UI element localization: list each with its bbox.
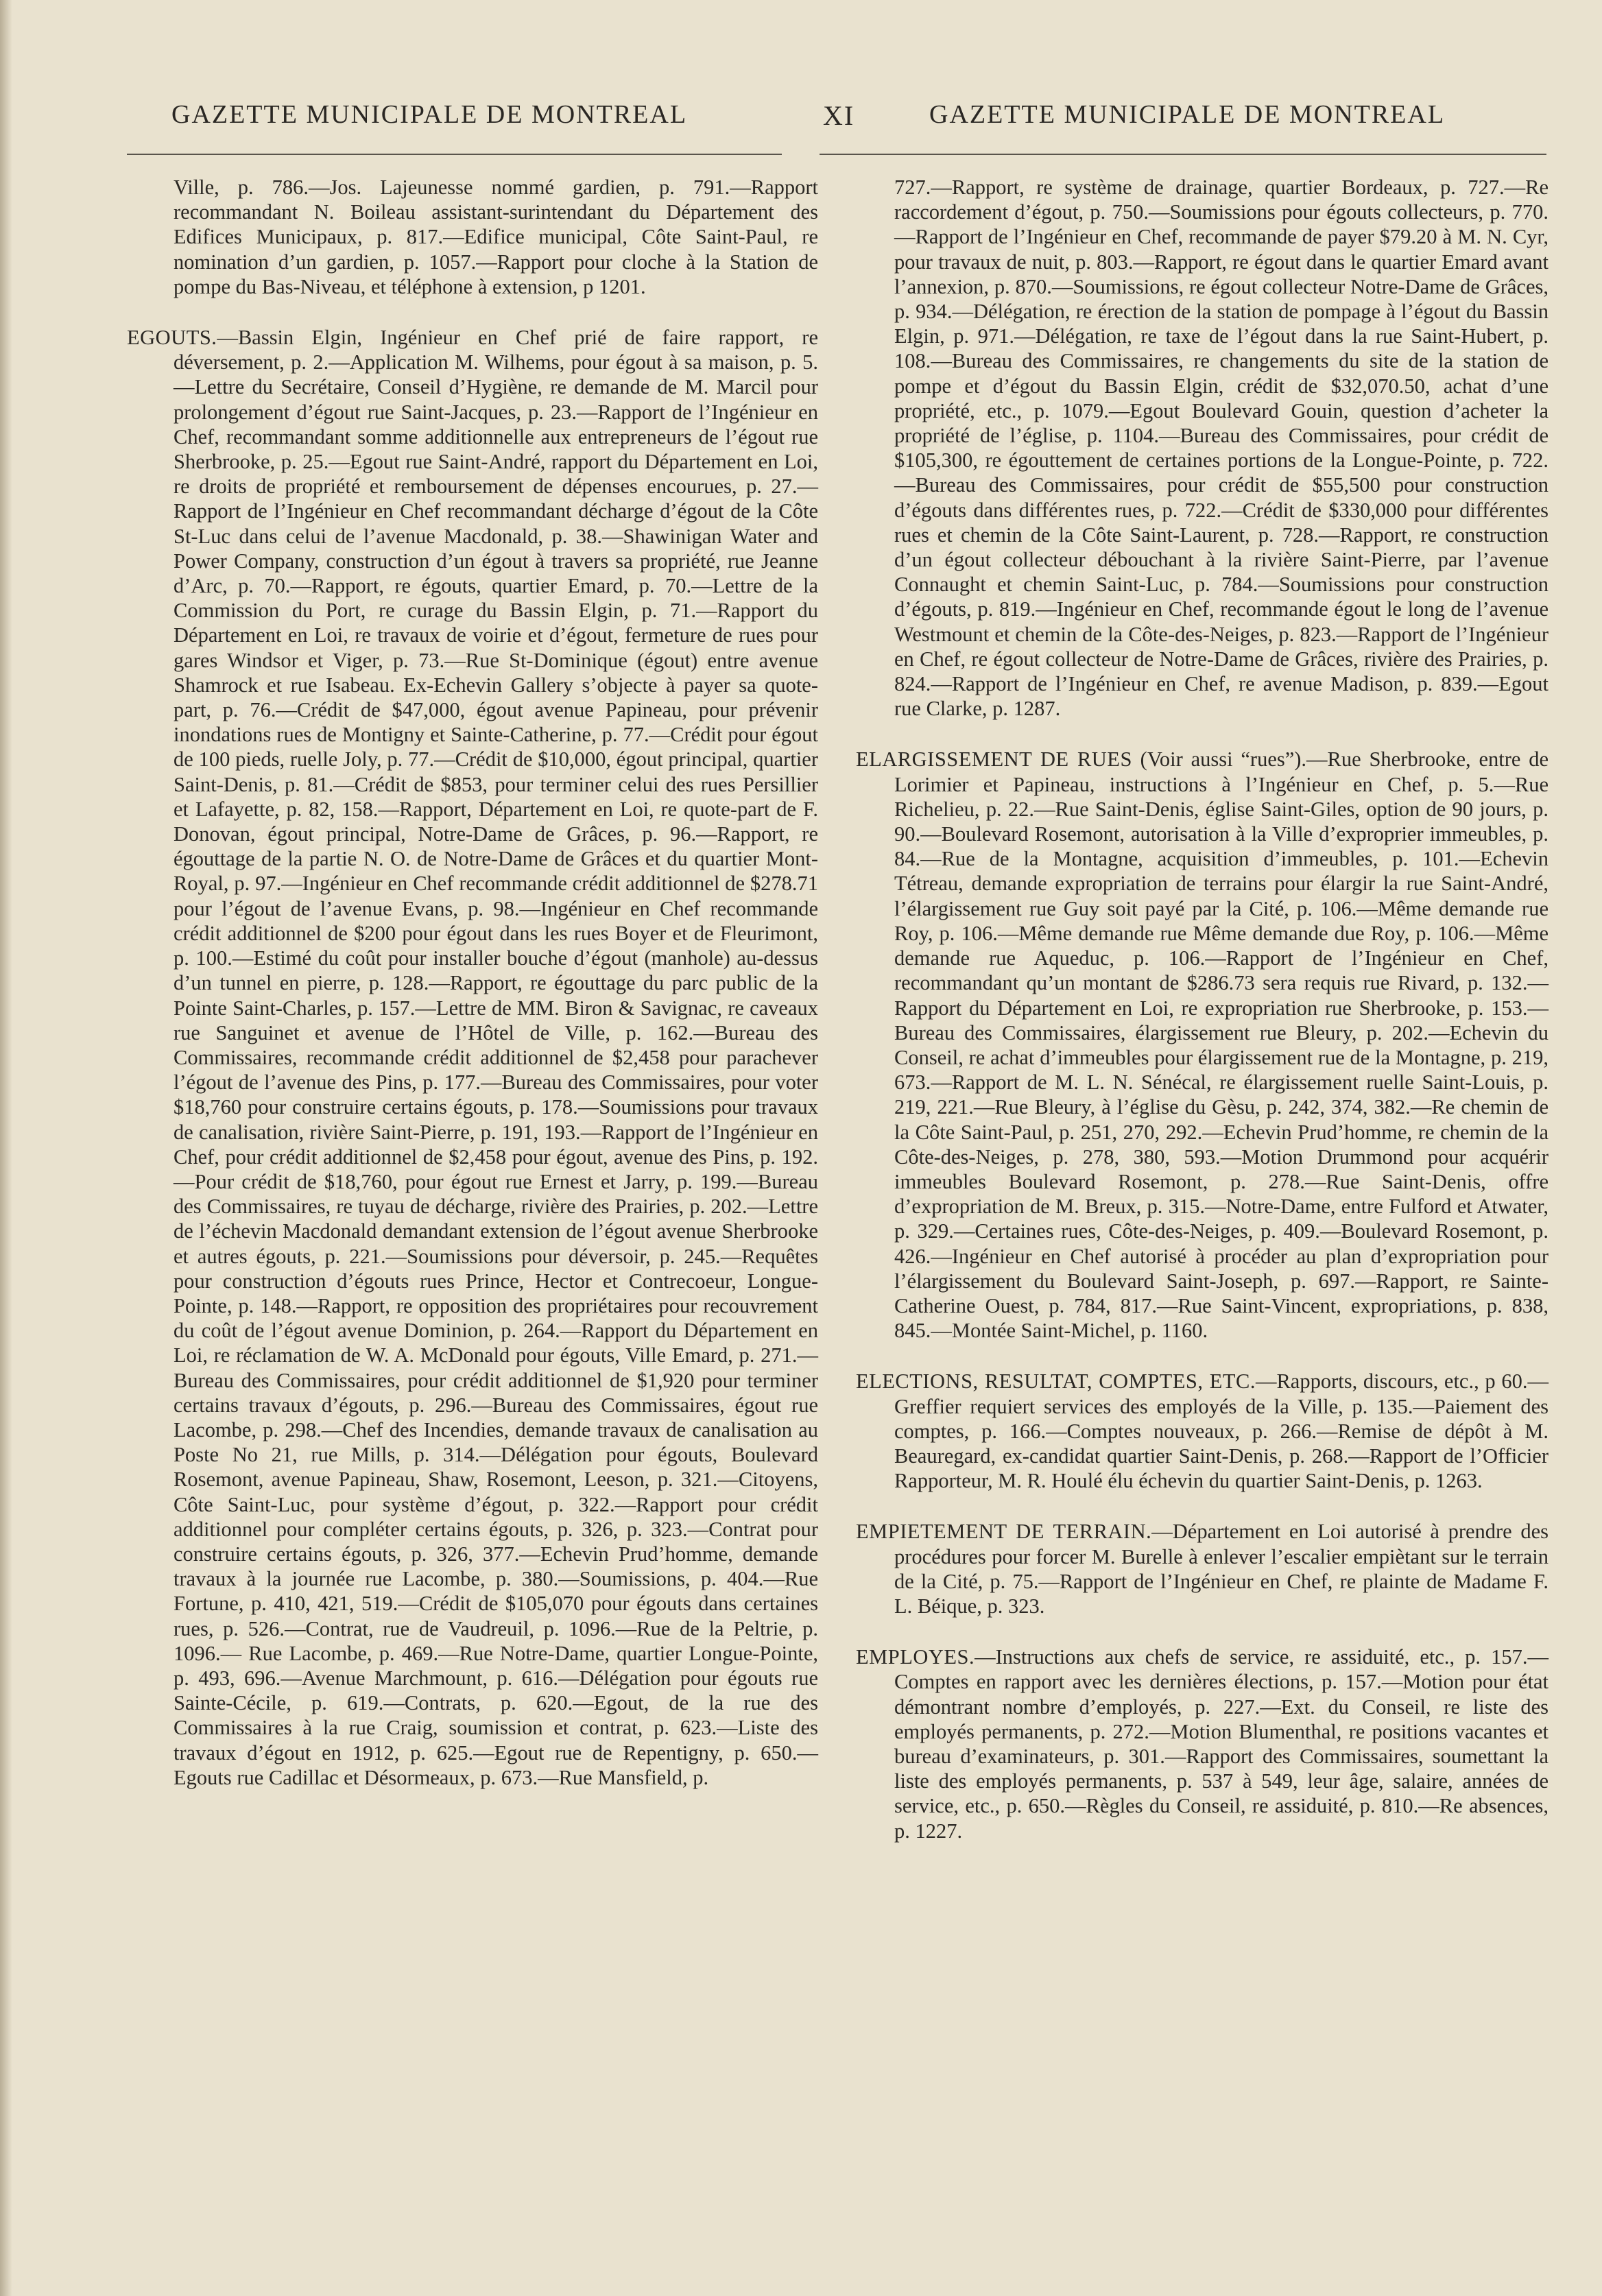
header-rule-right bbox=[820, 154, 1546, 155]
entry-text: —Bassin Elgin, Ingénieur en Chef prié de faire rapport, re déversement, p. 2.—Application M. Wilhems, pour égout à sa maison, p. 5.—Lettre du Secrétaire, Conseil d’Hygiène, re demande de M. Marcil pour prolongement d’égout rue Saint-Jacques, p. 23.—Rapport de l’Ingénieur en Chef, recommandant somme additionnelle aux entrepreneurs de l’égout rue Sherbrooke, p. 25.—Egout rue Saint-André, rapport du Département en Loi, re droits de propriété et remboursement de dépenses encourues, p. 27.—Rapport de l’Ingénieur en Chef recommandant décharge d’égout de la Côte St-Luc dans celui de l’avenue Macdonald, p. 38.—Shawinigan Water and Power Company, construction d’un égout à travers sa propriété, rue Jeanne d’Arc, p. 70.—Rapport, re égouts, quartier Emard, p. 70.—Lettre de la Commission du Port, re curage du Bassin Elgin, p. 71.—Rapport du Département en Loi, re travaux de voirie et d’égout, fermeture de rues pour gares Windsor et Viger, p. 73.—Rue St-Dominique (égout) entre avenue Shamrock et rue Isabeau. Ex-Echevin Gallery s’objecte à payer sa quote-part, p. 76.—Crédit de $47,000, égout avenue Papineau, pour prévenir inondations rues de Montigny et Sainte-Catherine, p. 77.—Crédit pour égout de 100 pieds, ruelle Joly, p. 77.—Crédit de $10,000, égout principal, quartier Saint-Denis, p. 81.—Crédit de $853, pour terminer celui des rues Persillier et Lafayette, p. 82, 158.—Rapport, Département en Loi, re quote-part de F. Donovan, égout principal, Notre-Dame de Grâces, p. 96.—Rapport, re égouttage de la partie N. O. de Notre-Dame de Grâces et du quartier Mont-Royal, p. 97.—Ingénieur en Chef recommande crédit additionnel de $278.71 pour l’égout de l’avenue Evans, p. 98.—Ingénieur en Chef recommande crédit additionnel de $200 pour égout dans les rues Boyer et de Fleurimont, p. 100.—Estimé du coût pour installer bouche d’égout (manhole) au-dessus d’un tunnel en pierre, p. 128.—Rapport, re égouttage du parc public de la Pointe Saint-Charles, p. 157.—Lettre de MM. Biron & Savignac, re caveaux rue Sanguinet et avenue de l’Hôtel de Ville, p. 162.—Bureau des Commissaires, recommande crédit additionnel de $2,458 pour parachever l’égout de l’avenue des Pins, p. 177.—Bureau des Commissaires, pour voter $18,760 pour construire certains égouts, p. 178.—Soumissions pour travaux de canalisation, rivière Saint-Pierre, p. 191, 193.—Rapport de l’Ingénieur en Chef, pour crédit additionnel de $2,458 pour égout, avenue des Pins, p. 192.—Pour crédit de $18,760, pour égout rue Ernest et Jarry, p. 199.—Bureau des Commissaires, re tuyau de décharge, rivière des Prairies, p. 202.—Lettre de l’échevin Macdonald demandant extension de l’égout avenue Sherbrooke et autres égouts, p. 221.—Soumissions pour déversoir, p. 245.—Requêtes pour construction d’égouts rues Prince, Hector et Contrecoeur, Longue-Pointe, p. 148.—Rapport, re opposition des propriétaires pour recouvrement du coût de l’égout avenue Dominion, p. 264.—Rapport du Département en Loi, re réclamation de W. A. McDonald pour égouts, Ville Emard, p. 271.—Bureau des Commissaires, pour crédit additionnel de $1,920 pour terminer certains travaux d’égouts, p. 296.—Bureau des Commissaires, égout rue Lacombe, p. 298.—Chef des Incendies, demande travaux de canalisation au Poste No 21, rue Mills, p. 314.—Délégation pour égouts, Boulevard Rosemont, avenue Papineau, Shaw, Rosemont, Leeson, p. 321.—Citoyens, Côte Saint-Luc, pour système d’égout, p. 322.—Rapport pour crédit additionnel pour compléter certains égouts, p. 326, p. 323.—Contrat pour construire certains égouts, p. 326, 377.—Echevin Prud’homme, demande travaux à la journée rue Lacombe, p. 380.—Soumissions, p. 404.—Rue Fortune, p. 410, 421, 519.—Crédit de $105,070 pour égouts dans certaines rues, p. 526.—Contrat, rue de Vaudreuil, p. 1096.—Rue de la Peltrie, p. 1096.— Rue Lacombe, p. 469.—Rue Notre-Dame, quartier Longue-Pointe, p. 493, 696.—Avenue Marchmount, p. 616.—Délégation pour égouts rue Sainte-Cécile, p. 619.—Contrats, p. 620.—Egout, de la rue des Commissaires à la rue Craig, soumission et contrat, p. 623.—Liste des travaux d’égout en 1912, p. 625.—Egout rue de Repentigny, p. 650.—Egouts rue Cadillac et Désormeaux, p. 673.—Rue Mansfield, p. bbox=[174, 326, 818, 1789]
entry-text: 727.—Rapport, re système de drainage, quartier Bordeaux, p. 727.—Re raccordement d’égout, p. 750.—Soumissions pour égouts collecteurs, p. 770.—Rapport de l’Ingénieur en Chef, recommande de payer $79.20 à M. N. Cyr, pour travaux de nuit, p. 803.—Rapport, re égout dans le quartier Emard avant l’annexion, p. 870.—Soumissions, re égout collecteur Notre-Dame de Grâces, p. 934.—Délégation, re érection de la station de pompage à l’égout du Bassin Elgin, p. 971.—Délégation, re taxe de l’égout dans la rue Saint-Hubert, p. 108.—Bureau des Commissaires, re changements du site de la station de pompe et d’égout du Bassin Elgin, crédit de $32,070.50, achat d’une propriété, etc., p. 1079.—Egout Boulevard Gouin, question d’acheter la propriété de l’église, p. 1104.—Bureau des Commissaires, pour crédit de $105,300, re égouttement de certaines portions de la Longue-Pointe, p. 722.—Bureau des Commissaires, pour crédit de $55,500 pour construction d’égouts dans différentes rues, p. 722.—Crédit de $330,000 pour différentes rues et chemin de la Côte Saint-Laurent, p. 728.—Rapport, re construction d’un égout collecteur débouchant à la rivière Saint-Pierre, par l’avenue Connaught et chemin Saint-Luc, p. 784.—Soumissions pour construction d’égouts, p. 819.—Ingénieur en Chef, recommande égout le long de l’avenue Westmount et chemin de la Côte-des-Neiges, p. 823.—Rapport de l’Ingénieur en Chef, re égout collecteur de Notre-Dame de Grâces, rivière des Prairies, p. 824.—Rapport de l’Ingénieur en Chef, re avenue Madison, p. 839.—Egout rue Clarke, p. 1287. bbox=[894, 176, 1549, 721]
left-column bbox=[127, 175, 818, 1816]
continuation-entry-right bbox=[856, 175, 1549, 721]
entry-heading: ELARGISSEMENT DE RUES bbox=[856, 748, 1132, 772]
entry-text: (Voir aussi “rues”).—Rue Sherbrooke, entre de Lorimier et Papineau, instructions à l’Ingénieur en Chef, p. 5.—Rue Richelieu, p. 22.—Rue Saint-Denis, église Saint-Giles, option de 90 jours, p. 90.—Boulevard Rosemont, autorisation à la Ville d’exproprier immeubles, p. 84.—Rue de la Montagne, acquisition d’immeubles, p. 101.—Echevin Tétreau, demande expropriation de terrains pour élargir la rue Saint-André, l’élargissement rue Guy soit payé par la Cité, p. 106.—Même demande rue Roy, p. 106.—Même demande rue Même demande due Roy, p. 106.—Même demande rue Aqueduc, p. 106.—Rapport de l’Ingénieur en Chef, recommandant qu’un montant de $286.73 sera requis rue Rivard, p. 132.—Rapport du Département en Loi, re expropriation rue Sherbrooke, p. 153.—Bureau des Commissaires, élargissement rue Bleury, p. 202.—Echevin du Conseil, re achat d’immeubles pour élargissement rue de la Montagne, p. 219, 673.—Rapport de M. L. N. Sénécal, re élargissement ruelle Saint-Louis, p. 219, 221.—Rue Bleury, à l’église du Gèsu, p. 242, 374, 382.—Re chemin de la Côte Saint-Paul, p. 251, 270, 292.—Echevin Prud’homme, re chemin de la Côte-des-Neiges, p. 278, 380, 593.—Motion Drummond pour acquérir immeubles Boulevard Rosemont, p. 278.—Rue Saint-Denis, offre d’expropriation de M. Breux, p. 315.—Notre-Dame, entre Fulford et Atwater, p. 329.—Certaines rues, Côte-des-Neiges, p. 409.—Boulevard Rosemont, p. 426.—Ingénieur en Chef autorisé à procéder au plan d’expropriation pour l’élargissement du Boulevard Saint-Joseph, p. 697.—Rapport, re Sainte-Catherine Ouest, p. 784, 817.—Rue Saint-Vincent, expropriations, p. 838, 845.—Montée Saint-Michel, p. 1160. bbox=[894, 748, 1549, 1343]
continuation-entry-left bbox=[127, 175, 818, 299]
entry-text: —Instructions aux chefs de service, re assiduité, etc., p. 157.—Comptes en rapport avec les dernières élections, p. 157.—Motion pour état démontrant nombre d’employés, p. 227.—Ext. du Conseil, re liste des employés permanents, p. 272.—Motion Blumenthal, re positions vacantes et bureau d’examinateurs, p. 301.—Rapport des Commissaires, soumettant la liste des employés permanents, p. 537 à 549, leur âge, salaire, années de service, etc., p. 650.—Règles du Conseil, re assiduité, p. 810.—Re absences, p. 1227. bbox=[894, 1645, 1549, 1843]
index-entry-empietement bbox=[856, 1519, 1549, 1618]
entry-text: Ville, p. 786.—Jos. Lajeunesse nommé gardien, p. 791.—Rapport recommandant N. Boileau assistant-surintendant du Département des Edifices Municipaux, p. 817.—Edifice municipal, Côte Saint-Paul, re nomination d’un gardien, p. 1057.—Rapport pour cloche à la Station de pompe du Bas-Niveau, et téléphone à extension, p 1201. bbox=[174, 176, 818, 298]
entry-text: —Département en Loi autorisé à prendre des procédures pour forcer M. Burelle à enlever l’escalier empiètant sur le terrain de la Cité, p. 75.—Rapport de l’Ingénieur en Chef, re plainte de Madame F. L. Béique, p. 323. bbox=[894, 1520, 1549, 1618]
header-title-left: GAZETTE MUNICIPALE DE MONTREAL bbox=[171, 100, 688, 129]
index-entry-elections bbox=[856, 1369, 1549, 1493]
entry-heading: EMPLOYES. bbox=[856, 1645, 975, 1669]
index-entry-elargissement bbox=[856, 747, 1549, 1343]
running-header bbox=[130, 99, 1529, 134]
header-rule-left bbox=[127, 154, 782, 155]
right-column bbox=[856, 175, 1549, 1869]
index-entry-egouts bbox=[127, 325, 818, 1790]
entry-heading: ELECTIONS, RESULTAT, COMPTES, ETC. bbox=[856, 1370, 1256, 1394]
entry-heading: EMPIETEMENT DE TERRAIN. bbox=[856, 1520, 1152, 1544]
page-number: XI bbox=[823, 100, 855, 131]
index-entry-employes bbox=[856, 1645, 1549, 1843]
entry-text: —Rapports, discours, etc., p 60.—Greffier requiert services des employés de la Ville, p. 135.—Paiement des comptes, p. 166.—Comptes nouveaux, p. 266.—Remise de dépôt à M. Beauregard, ex-candidat quartier Saint-Denis, p. 268.—Rapport de l’Officier Rapporteur, M. R. Houlé élu échevin du quartier Saint-Denis, p. 1263. bbox=[894, 1370, 1549, 1493]
header-title-right: GAZETTE MUNICIPALE DE MONTREAL bbox=[929, 100, 1446, 129]
entry-heading: EGOUTS. bbox=[127, 326, 217, 350]
page-edge-shadow bbox=[0, 0, 12, 2296]
